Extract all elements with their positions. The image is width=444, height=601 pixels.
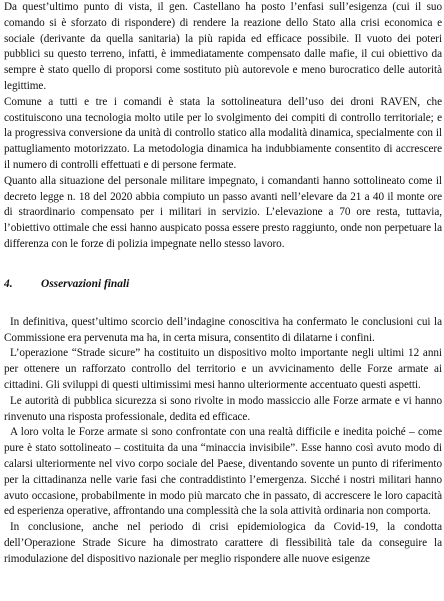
paragraph: Le autorità di pubblica sicurezza si sono rivolte in modo massiccio alle Forze armate e vi hanno rinvenuto una risposta professionale, dedita ed efficace. [4,394,442,423]
paragraph: A loro volta le Forze armate si sono confrontate con una realtà difficile e inedita poiché – come pure è stato sottolineato – costituita da una “minaccia invisibile”. Esse hanno così avuto modo di calarsi ulteriormente nel vivo corpo sociale del Paese, diventando sovente un punto di riferimento per la cittadinanza nelle varie fasi che contraddistinto l’emergenza. Sicché i nostri militari hanno avuto occasione, probabilmente in modo più marcato che in passato, di accrescere le loro capacità ed esperienza operative, affrontando una complessità che la sola attività ordinaria non comporta. [4,426,442,518]
paragraph: In definitiva, quest’ultimo scorcio dell’indagine conoscitiva ha confermato le conclusioni cui la Commissione era pervenuta ma ha, in certa misura, consentito di dilatarne i confini. [4,315,442,344]
text-block-top [4,0,442,253]
paragraph: Comune a tutti e tre i comandi è stata la sottolineatura dell’uso dei droni RAVEN, che costituiscono una tecnologia molto utile per lo svolgimento dei compiti di controllo territoriale; e la progressiva conversione da unità di controllo statico alla modalità dinamica, specialmente con il pattugliamento motorizzato. La metodologia dinamica ha indubbiamente consentito di accrescere il numero di controlli effettuati e di persone fermate. [4,95,442,171]
section-title: Osservazioni finali [41,277,130,290]
paragraph: Quanto alla situazione del personale militare impegnato, i comandanti hanno sottolineato come il decreto legge n. 18 del 2020 abbia compiuto un passo avanti nell’elevare da 21 a 40 il monte ore di straordinario compensato per i militari in servizio. L’elevazione a 70 ore resta, tuttavia, l’obiettivo ottimale che essi hanno auspicato possa essere presto raggiunto, onde non perpetuare la differenza con le forze di polizia impegnate nello stesso lavoro. [4,174,442,250]
text-block-bottom [4,315,442,568]
paragraph: In conclusione, anche nel periodo di crisi epidemiologica da Covid-19, la condotta dell’Operazione Strade Sicure ha dimostrato carattere di flessibilità tale da conseguire la rimodulazione del dispositivo nazionale per meglio rispondere alle nuove esigenze [4,521,442,565]
section-number: 4. [4,277,13,290]
paragraph: Da quest’ultimo punto di vista, il gen. Castellano ha posto l’enfasi sull’esigenza (cui il suo comando si è sforzato di rispondere) di rendere la reazione dello Stato alla crisi economica e sociale (derivante da quella sanitaria) la più rapida ed efficace possibile. Il vuoto dei poteri pubblici su questo terreno, infatti, è immediatamente compensato dalle mafie, il cui obiettivo da sempre è stato quello di proporsi come sostituto più autorevole e meno burocratico delle autorità legittime. [4,1,442,92]
paragraph: L’operazione “Strade sicure” ha costituito un dispositivo molto importante negli ultimi 12 anni per ottenere un rafforzato controllo del territorio e un avvicinamento delle Forze armate ai cittadini. Gli sviluppi di questi ultimissimi mesi hanno ulteriormente accentuato questi aspetti. [4,347,442,391]
section-heading [4,278,442,290]
